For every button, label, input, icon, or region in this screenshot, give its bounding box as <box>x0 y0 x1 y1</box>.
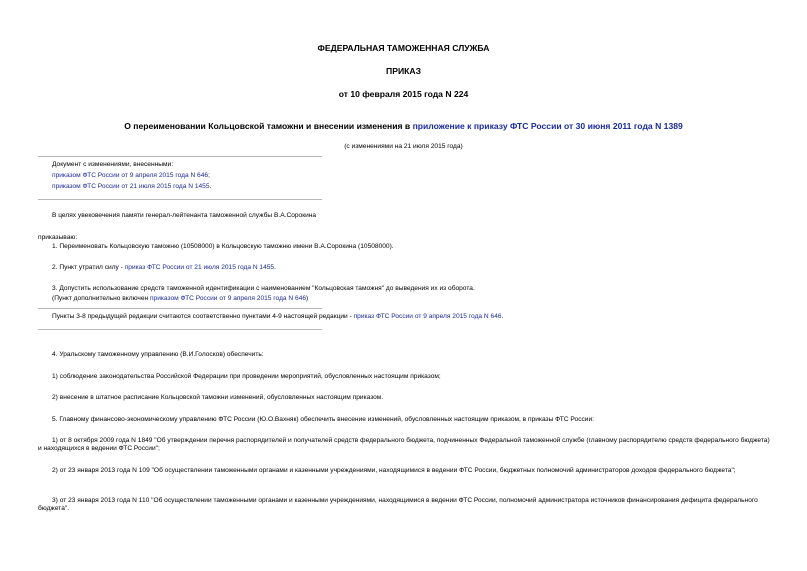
item-3-note <box>52 295 308 303</box>
item-2 <box>52 264 276 272</box>
agency-title: ФЕДЕРАЛЬНАЯ ТАМОЖЕННАЯ СЛУЖБА <box>317 43 490 53</box>
revision-note: (с изменениями на 21 июля 2015 года) <box>344 143 463 150</box>
amendment-sep: . <box>209 183 212 190</box>
subject-link[interactable]: приложение к приказу ФТС России от 30 июня 2011 года N 1389 <box>412 121 683 131</box>
amendments-intro: Документ с изменениями, внесенными: <box>52 161 174 168</box>
item-5-2: 2) от 23 января 2013 года N 109 "Об осуществлении таможенными органами и казенными учреждениями, находящимися в ведении ФТС России, бюджетных полномочий администраторов доходов федерального бюджета"; <box>52 467 736 474</box>
item-3: 3. Допустить использование средств таможенной идентификации с наименованием "Кольцовская таможня" до выведения их из оборота. <box>52 285 475 292</box>
doc-type: ПРИКАЗ <box>386 66 421 76</box>
amendment-link-646[interactable]: приказом ФТС России от 9 апреля 2015 года N 646 <box>52 172 209 179</box>
order-word: приказываю: <box>38 234 78 241</box>
item-2-link[interactable]: приказ ФТС России от 21 июля 2015 года N 1455 <box>124 264 275 271</box>
item-5: 5. Главному финансово-экономическому управлению ФТС России (Ю.О.Вахняк) обеспечить внесение изменений, обусловленных настоящим приказом, в приказы ФТС России: <box>52 416 594 423</box>
item-5-1: 1) от 8 октября 2009 года N 1849 "Об утверждении перечня распорядителей и получателей средств федерального бюджета, подчиненных Федеральной таможенной службе (главному распорядителю средств федерального бюджета) и находящихся в ведении ФТС России"; <box>38 437 770 453</box>
doc-subject <box>0 122 807 130</box>
divider <box>38 156 322 157</box>
renumber-link[interactable]: приказ ФТС России от 9 апреля 2015 года N 646 <box>353 313 502 320</box>
amendments-line-2 <box>52 183 211 191</box>
divider <box>38 329 322 330</box>
amendments-line-1 <box>52 172 210 180</box>
item-4-1: 1) соблюдение законодательства Российской Федерации при проведении мероприятий, обусловленных настоящим приказом; <box>52 373 441 380</box>
preamble: В целях увековечения памяти генерал-лейтенанта таможенной службы В.А.Сорокина <box>52 212 317 219</box>
amendment-link-1455[interactable]: приказом ФТС России от 21 июля 2015 года N 1455 <box>52 183 210 190</box>
divider <box>38 308 322 309</box>
item-4: 4. Уральскому таможенному управлению (В.И.Голосков) обеспечить: <box>52 351 264 358</box>
item-3-note-link[interactable]: приказом ФТС России от 9 апреля 2015 года N 646 <box>149 295 307 302</box>
item-1: 1. Переименовать Кольцовскую таможню (10508000) в Кольцовскую таможню имени В.А.Сорокина (10508000). <box>52 243 394 250</box>
renumber-text: Пункты 3-8 предыдущей редакции считаются соответственно пунктами 4-9 настоящей редакции - <box>52 313 354 320</box>
item-4-2: 2) внесение в штатное расписание Кольцовской таможни изменений, обусловленных настоящим приказом. <box>52 394 384 401</box>
renumber-note <box>52 313 503 321</box>
amendment-sep: ; <box>208 172 210 179</box>
item-5-3: 3) от 23 января 2013 года N 110 "Об осуществлении таможенными органами и казенными учреждениями, находящимися в ведении ФТС России, полномочий администратора источников финансирования дефицита федерального бюджета". <box>38 497 758 513</box>
item-2-end: . <box>274 264 276 271</box>
divider <box>38 199 322 200</box>
subject-text: О переименовании Кольцовской таможни и внесении изменения в <box>124 121 413 131</box>
doc-date-number: от 10 февраля 2015 года N 224 <box>338 89 469 99</box>
item-2-text: 2. Пункт утратил силу - <box>52 264 125 271</box>
item-3-note-end: ) <box>306 295 309 302</box>
renumber-end: . <box>501 313 504 320</box>
item-3-note-text: (Пункт дополнительно включен <box>52 295 150 302</box>
